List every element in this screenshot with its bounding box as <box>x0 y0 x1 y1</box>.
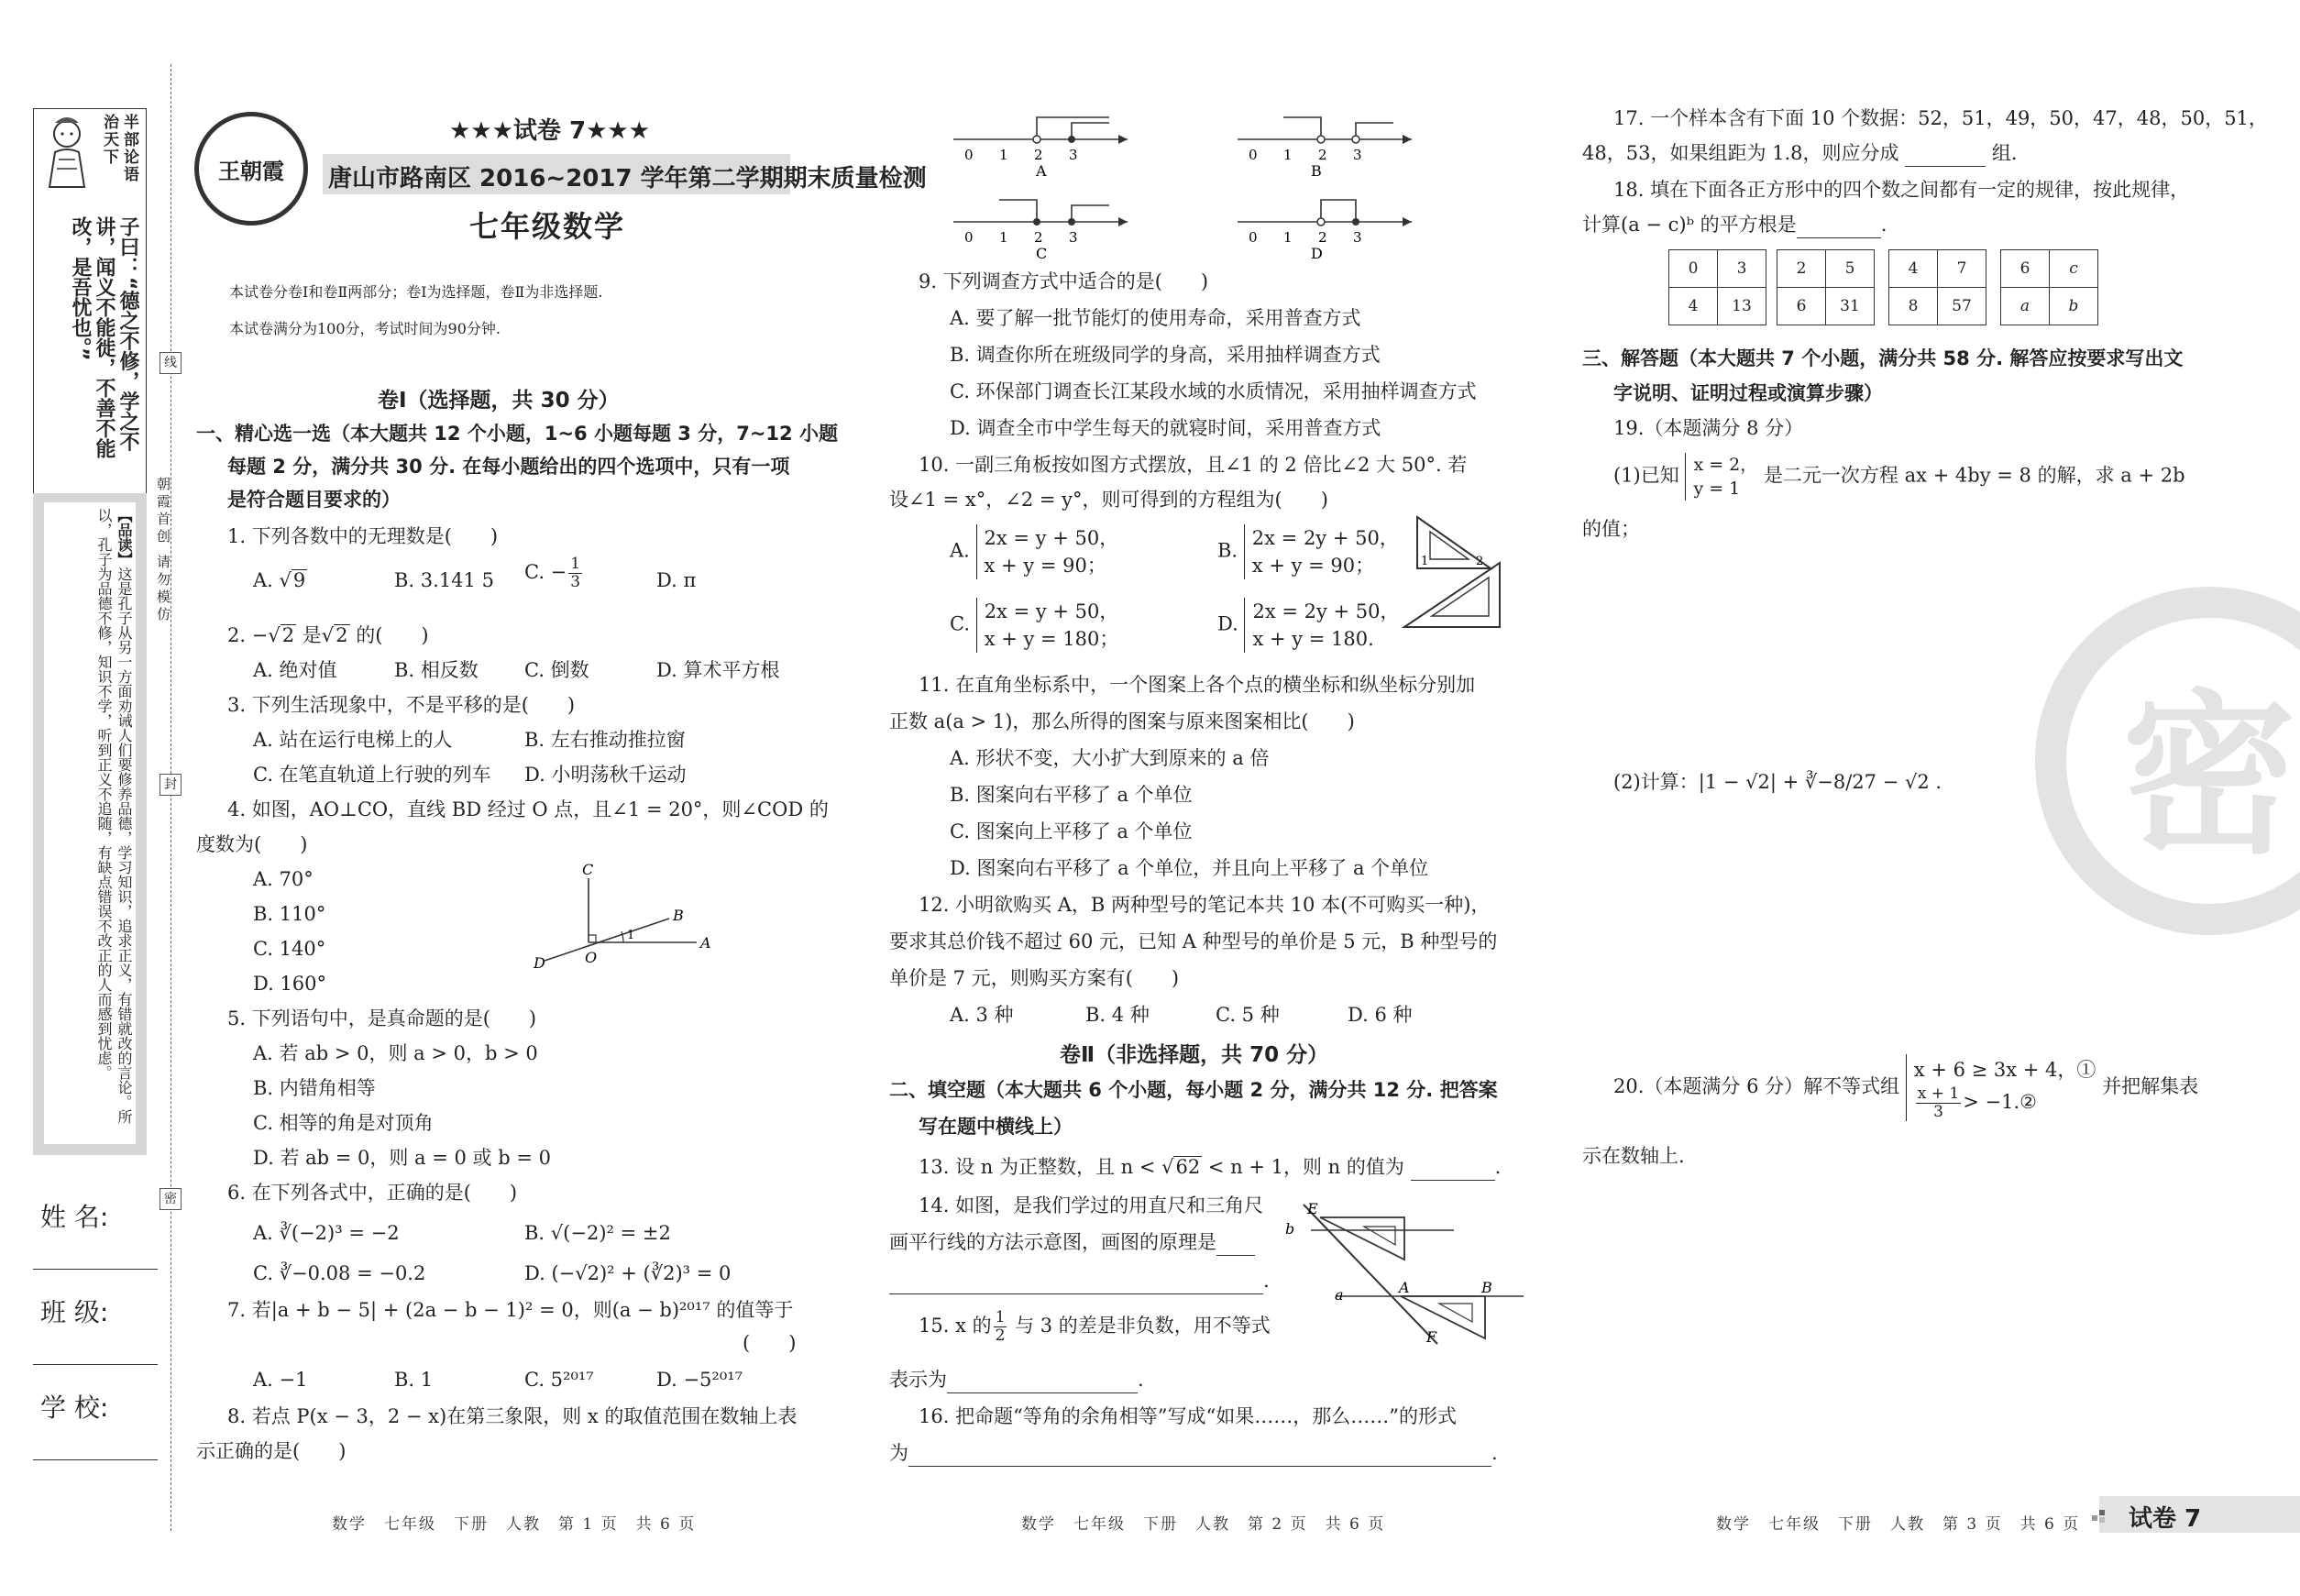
number-square-2: 2 5 6 31 <box>1777 249 1875 325</box>
q12-option-c: C. 5 种 <box>1216 1004 1280 1026</box>
question-3: 3. 下列生活现象中，不是平移的是( ) <box>227 694 576 716</box>
q6-option-b: B. √(−2)² = ±2 <box>524 1222 671 1244</box>
part-3-line-2: 字说明、证明过程或演算步骤） <box>1613 382 1883 404</box>
figure-q4 <box>532 862 715 972</box>
number-square-1: 0 3 4 13 <box>1668 249 1766 325</box>
part-1-line-3: 是符合题目要求的） <box>227 489 401 511</box>
question-12-line-3: 单价是 7 元，则购买方案有( ) <box>889 967 1180 989</box>
q4-option-b: B. 110° <box>253 903 326 925</box>
binding-mark-2 <box>160 774 182 796</box>
watermark-text: 密 <box>2121 674 2296 877</box>
q13-answer-blank[interactable] <box>1411 1160 1495 1181</box>
q2-option-b: B. 相反数 <box>394 659 479 681</box>
fig14-label-e: E <box>1307 1201 1318 1217</box>
q7-paren: ( ) <box>743 1332 797 1354</box>
question-15-line-2: 表示为 . <box>889 1366 1144 1393</box>
binding-mark-2-text: 封 <box>164 777 177 792</box>
nl-d-tick-0: 0 <box>1249 229 1258 246</box>
fig14-label-b-point: B <box>1481 1279 1492 1296</box>
page-1-footer: 数学 七年级 下册 人教 第 1 页 共 6 页 <box>332 1515 697 1534</box>
class-field[interactable] <box>33 1364 158 1365</box>
part-1-line-1: 一、精心选一选（本大题共 12 个小题，1~6 小题每题 3 分，7~12 小题 <box>196 423 838 445</box>
fig14-label-f: F <box>1426 1328 1437 1346</box>
binding-mark-1 <box>160 352 182 374</box>
q10-option-b: B. 2x = 2y + 50， x + y = 90； <box>1217 524 1399 579</box>
nl-b-label: B <box>1311 162 1322 180</box>
fig10-label-1: 1 <box>1421 555 1429 568</box>
nl-d-tick-1: 1 <box>1283 229 1293 246</box>
brand-logo <box>194 112 308 226</box>
q14-answer-blank-1[interactable] <box>1216 1235 1255 1256</box>
binding-mark-3 <box>160 1188 182 1210</box>
q15-fraction: $\frac{1}{2}$ <box>995 1308 1006 1345</box>
name-label: 姓 名: <box>40 1202 109 1232</box>
q2-option-c: C. 倒数 <box>524 659 589 681</box>
nl-b-tick-0: 0 <box>1249 147 1258 163</box>
fig4-label-c: C <box>582 862 594 878</box>
q3-option-a: A. 站在运行电梯上的人 <box>253 729 453 751</box>
number-square-4: 6 c a b <box>2000 249 2098 325</box>
nl-c-tick-1: 1 <box>999 229 1008 246</box>
nl-a-label: A <box>1036 162 1047 180</box>
q1-c-fraction: $\frac{1}{3}$ <box>570 555 581 591</box>
question-18-line-1: 18. 填在下面各正方形中的四个数之间都有一定的规律，按此规律， <box>1613 179 2190 201</box>
question-14-line-1: 14. 如图，是我们学过的用直尺和三角尺 <box>919 1194 1264 1216</box>
question-13: 13. 设 n 为正整数，且 n < √62 < n + 1，则 n 的值为 . <box>919 1153 1501 1181</box>
footer-exam-tag: 试卷 7 <box>2129 1505 2202 1533</box>
fig4-label-b: B <box>673 907 684 924</box>
q1-a-label: A. <box>253 569 273 591</box>
question-20-line-2: 示在数轴上. <box>1582 1145 1685 1167</box>
nl-d-tick-2: 2 <box>1318 229 1327 246</box>
question-2: 2. −√2 是√2 的( ) <box>227 624 429 646</box>
question-19-2: (2)计算：|1 − √2| + ∛−8/27 − √2 . <box>1613 771 1942 793</box>
q10-option-a: A. 2x = y + 50， x + y = 90； <box>950 524 1118 579</box>
q1-a-root: 9 <box>292 569 306 591</box>
q20-system: x + 6 ≥ 3x + 4，① $\frac{x + 1}{3}$ > −1.② <box>1906 1054 2096 1121</box>
question-17-line-2: 48，53，如果组距为 1.8，则应分成 组. <box>1582 139 2018 167</box>
q11-option-c: C. 图案向上平移了 a 个单位 <box>950 820 1193 842</box>
page-2-footer: 数学 七年级 下册 人教 第 2 页 共 6 页 <box>1021 1515 1386 1534</box>
q5-option-a: A. 若 ab > 0，则 a > 0，b > 0 <box>253 1042 538 1064</box>
school-label: 学 校: <box>40 1392 109 1423</box>
q10-b-system: 2x = 2y + 50， x + y = 90； <box>1244 524 1399 579</box>
commentary-label: 【品读】 <box>116 508 133 567</box>
question-19-1-line-2: 的值； <box>1582 518 1640 540</box>
question-19: 19.（本题满分 8 分） <box>1613 417 1804 439</box>
q9-option-a: A. 要了解一批节能灯的使用寿命，采用普查方式 <box>950 307 1361 329</box>
q6-option-c: C. ∛−0.08 = −0.2 <box>253 1262 426 1284</box>
nl-b-tick-2: 2 <box>1318 147 1327 163</box>
q6-option-d: D. (−√2)² + (∛2)³ = 0 <box>524 1262 732 1284</box>
question-7: 7. 若|a + b − 5| + (2a − b − 1)² = 0，则(a − b)²⁰¹⁷ 的值等于 <box>227 1299 794 1321</box>
figure-q10-triangles <box>1399 513 1509 633</box>
q3-option-b: B. 左右推动推拉窗 <box>524 729 686 751</box>
fig10-label-2: 2 <box>1476 555 1484 568</box>
question-4-line-2: 度数为( ) <box>196 833 308 855</box>
exam-tag: ★★★试卷 7★★★ <box>449 117 650 145</box>
fig4-label-o: O <box>585 949 598 966</box>
nl-a-tick-0: 0 <box>964 147 974 163</box>
part-3-line-1: 三、解答题（本大题共 7 个小题，满分共 58 分. 解答应按要求写出文 <box>1582 347 2184 369</box>
class-label: 班 级: <box>40 1297 109 1327</box>
question-16-line-1: 16. 把命题“等角的余角相等”写成“如果……，那么……”的形式 <box>919 1405 1458 1427</box>
q10-option-c: C. 2x = y + 50， x + y = 180； <box>950 598 1118 653</box>
q17-answer-blank[interactable] <box>1905 146 1986 167</box>
number-square-3: 4 7 8 57 <box>1888 249 1986 325</box>
question-4-line-1: 4. 如图，AO⊥CO，直线 BD 经过 O 点，且∠1 = 20°，则∠COD 的 <box>227 798 829 820</box>
watermark-seal <box>2026 587 2300 953</box>
q10-a-system: 2x = y + 50， x + y = 90； <box>976 524 1119 579</box>
q1-option-c <box>524 556 584 591</box>
question-15: 15. x 的 $\frac{1}{2}$ 与 3 的差是非负数，用不等式 <box>919 1308 1271 1345</box>
q14-answer-line-2: . <box>889 1267 1270 1294</box>
commentary-text: 这是孔子从另一方面劝诫人们要修养品德，学习知识，追求正义，有错就改的言论。所以，孔子为品德不修，知识不学，听到正义不追随，有缺点错误不改正的人而感到忧虑。 <box>95 508 133 1124</box>
part-2-line-2: 写在题中横线上） <box>919 1116 1073 1138</box>
q9-option-c: C. 环保部门调查长江某段水域的水质情况，采用抽样调查方式 <box>950 380 1477 402</box>
q3-option-d: D. 小明荡秋千运动 <box>524 764 687 786</box>
q20-fraction: $\frac{x + 1}{3}$ <box>1917 1084 1960 1121</box>
q11-option-d: D. 图案向右平移了 a 个单位，并且向上平移了 a 个单位 <box>950 857 1429 879</box>
q5-option-b: B. 内错角相等 <box>253 1077 376 1099</box>
q1-option-a: A. √9 <box>253 569 306 591</box>
q4-option-a: A. 70° <box>253 868 314 890</box>
nl-c-tick-2: 2 <box>1034 229 1043 246</box>
q5-option-c: C. 相等的角是对顶角 <box>253 1112 434 1134</box>
exam-title: 唐山市路南区 2016~2017 学年第二学期期末质量检测 <box>328 165 927 193</box>
question-10-line-2: 设∠1 = x°，∠2 = y°，则可得到的方程组为( ) <box>889 489 1328 511</box>
nl-b-tick-1: 1 <box>1283 147 1293 163</box>
nl-d-label: D <box>1311 245 1323 262</box>
sidebar-quote: 子曰：“德之不修，学之不讲，闻义不能徙，不善不能改，是吾忧也。” <box>69 216 139 458</box>
q10-d-system: 2x = 2y + 50， x + y = 180. <box>1244 598 1399 653</box>
q11-option-a: A. 形状不变，大小扩大到原来的 a 倍 <box>950 747 1270 769</box>
sidebar-character-icon <box>39 114 95 189</box>
q6-option-a: A. ∛(−2)³ = −2 <box>253 1222 400 1244</box>
nl-b-tick-3: 3 <box>1353 147 1362 163</box>
footer-squares-icon <box>2092 1509 2110 1522</box>
q15-answer-blank[interactable] <box>947 1372 1138 1393</box>
nl-d-tick-3: 3 <box>1353 229 1362 246</box>
intro-line-2: 本试卷满分为100分，考试时间为90分钟. <box>229 320 501 337</box>
question-17-line-1: 17. 一个样本含有下面 10 个数据：52，51，49，50，47，48，50，51， <box>1613 107 2268 129</box>
section-2-title: 卷Ⅱ（非选择题，共 70 分） <box>1060 1043 1329 1067</box>
q2-option-d: D. 算术平方根 <box>656 659 780 681</box>
question-8-line-2: 示正确的是( ) <box>196 1440 347 1462</box>
subject-title: 七年级数学 <box>469 209 626 244</box>
q10-option-d: D. 2x = 2y + 50， x + y = 180. <box>1217 598 1400 653</box>
q16-answer-blank[interactable] <box>908 1446 1491 1467</box>
fig14-label-b: b <box>1285 1220 1295 1238</box>
question-19-1: (1)已知 x = 2， y = 1 是二元一次方程 ax + 4by = 8 的解，求 a + 2b <box>1613 455 2185 499</box>
binding-mark-3-text: 密 <box>164 1192 177 1206</box>
nl-a-tick-2: 2 <box>1034 147 1043 163</box>
q19-system: x = 2， y = 1 <box>1685 453 1757 501</box>
q11-option-b: B. 图案向右平移了 a 个单位 <box>950 784 1193 806</box>
question-10-line-1: 10. 一副三角板按如图方式摆放，且∠1 的 2 倍比∠2 大 50°. 若 <box>919 454 1468 476</box>
q12-option-b: B. 4 种 <box>1085 1004 1150 1026</box>
fig4-label-1: 1 <box>627 929 635 942</box>
q1-option-b: B. 3.141 5 <box>394 569 494 591</box>
q3-option-c: C. 在笔直轨道上行驶的列车 <box>253 764 491 786</box>
section-1-title: 卷Ⅰ（选择题，共 30 分） <box>378 389 620 413</box>
question-9: 9. 下列调查方式中适合的是( ) <box>919 270 1209 292</box>
question-12-line-1: 12. 小明欲购买 A，B 两种型号的笔记本共 10 本(不可购买一种)， <box>919 894 1491 916</box>
sidebar-vertical-note: 朝霞首创 请勿模仿 <box>155 477 171 624</box>
question-8-line-1: 8. 若点 P(x − 3，2 − x)在第三象限，则 x 的取值范围在数轴上表 <box>227 1405 798 1427</box>
question-20: 20.（本题满分 6 分）解不等式组 x + 6 ≥ 3x + 4，① $\frac{x + 1}{3}$ > −1.② 并把解集表 <box>1613 1054 2198 1121</box>
question-11-line-1: 11. 在直角坐标系中，一个图案上各个点的横坐标和纵坐标分别加 <box>919 674 1476 696</box>
question-6: 6. 在下列各式中，正确的是( ) <box>227 1182 518 1204</box>
intro-line-1: 本试卷分卷Ⅰ和卷Ⅱ两部分；卷Ⅰ为选择题，卷Ⅱ为非选择题. <box>229 283 603 301</box>
q1-option-d: D. π <box>656 569 697 591</box>
q5-option-d: D. 若 ab = 0，则 a = 0 或 b = 0 <box>253 1147 551 1169</box>
q4-option-d: D. 160° <box>253 973 327 995</box>
q2-option-a: A. 绝对值 <box>253 659 337 681</box>
q1-c-label: C. − <box>524 561 567 583</box>
sidebar-commentary <box>50 508 134 1140</box>
figure-q14 <box>1283 1201 1531 1348</box>
q4-option-c: C. 140° <box>253 938 326 960</box>
q10-c-system: 2x = y + 50， x + y = 180； <box>976 598 1119 653</box>
name-field[interactable] <box>33 1269 158 1270</box>
fig4-label-a: A <box>700 934 711 952</box>
binding-mark-1-text: 线 <box>164 356 177 370</box>
question-18-line-2: 计算(a − c)ᵇ 的平方根是 . <box>1582 211 1887 238</box>
question-1: 1. 下列各数中的无理数是( ) <box>227 525 499 547</box>
q9-option-b: B. 调查你所在班级同学的身高，采用抽样调查方式 <box>950 344 1381 366</box>
fig14-label-a-line: a <box>1335 1286 1344 1304</box>
q7-option-a: A. −1 <box>253 1369 308 1391</box>
question-16-line-2: 为 . <box>889 1439 1498 1467</box>
q18-answer-blank[interactable] <box>1797 217 1881 238</box>
q7-option-c: C. 5²⁰¹⁷ <box>524 1369 594 1391</box>
fig4-label-d: D <box>534 954 545 972</box>
part-2-line-1: 二、填空题（本大题共 6 个小题，每小题 2 分，满分共 12 分. 把答案 <box>889 1079 1498 1101</box>
fig14-label-a: A <box>1399 1279 1410 1296</box>
school-field[interactable] <box>33 1459 158 1460</box>
q12-option-a: A. 3 种 <box>950 1004 1014 1026</box>
nl-c-label: C <box>1036 245 1048 262</box>
figure-q8-numberlines <box>944 108 1421 264</box>
nl-a-tick-1: 1 <box>999 147 1008 163</box>
nl-a-tick-3: 3 <box>1069 147 1078 163</box>
q9-option-d: D. 调查全市中学生每天的就寝时间，采用普查方式 <box>950 417 1381 439</box>
question-5: 5. 下列语句中，是真命题的是( ) <box>227 1007 537 1029</box>
q7-option-d: D. −5²⁰¹⁷ <box>656 1369 743 1391</box>
question-14-line-2: 画平行线的方法示意图，画图的原理是 <box>889 1228 1255 1256</box>
q14-answer-blank-2[interactable] <box>889 1273 1263 1294</box>
q12-option-d: D. 6 种 <box>1348 1004 1413 1026</box>
nl-c-tick-0: 0 <box>964 229 974 246</box>
page-3-footer: 数学 七年级 下册 人教 第 3 页 共 6 页 <box>1716 1515 2081 1534</box>
sidebar-badge: 半部论语治天下 <box>100 114 138 183</box>
part-1-line-2: 每题 2 分，满分共 30 分. 在每小题给出的四个选项中，只有一项 <box>227 456 790 478</box>
question-11-line-2: 正数 a(a > 1)，那么所得的图案与原来图案相比( ) <box>889 710 1355 732</box>
nl-c-tick-3: 3 <box>1069 229 1078 246</box>
question-12-line-2: 要求其总价钱不超过 60 元，已知 A 种型号的单价是 5 元，B 种型号的 <box>889 930 1498 952</box>
q7-option-b: B. 1 <box>394 1369 434 1391</box>
brand-logo-text: 王朝霞 <box>218 157 284 184</box>
